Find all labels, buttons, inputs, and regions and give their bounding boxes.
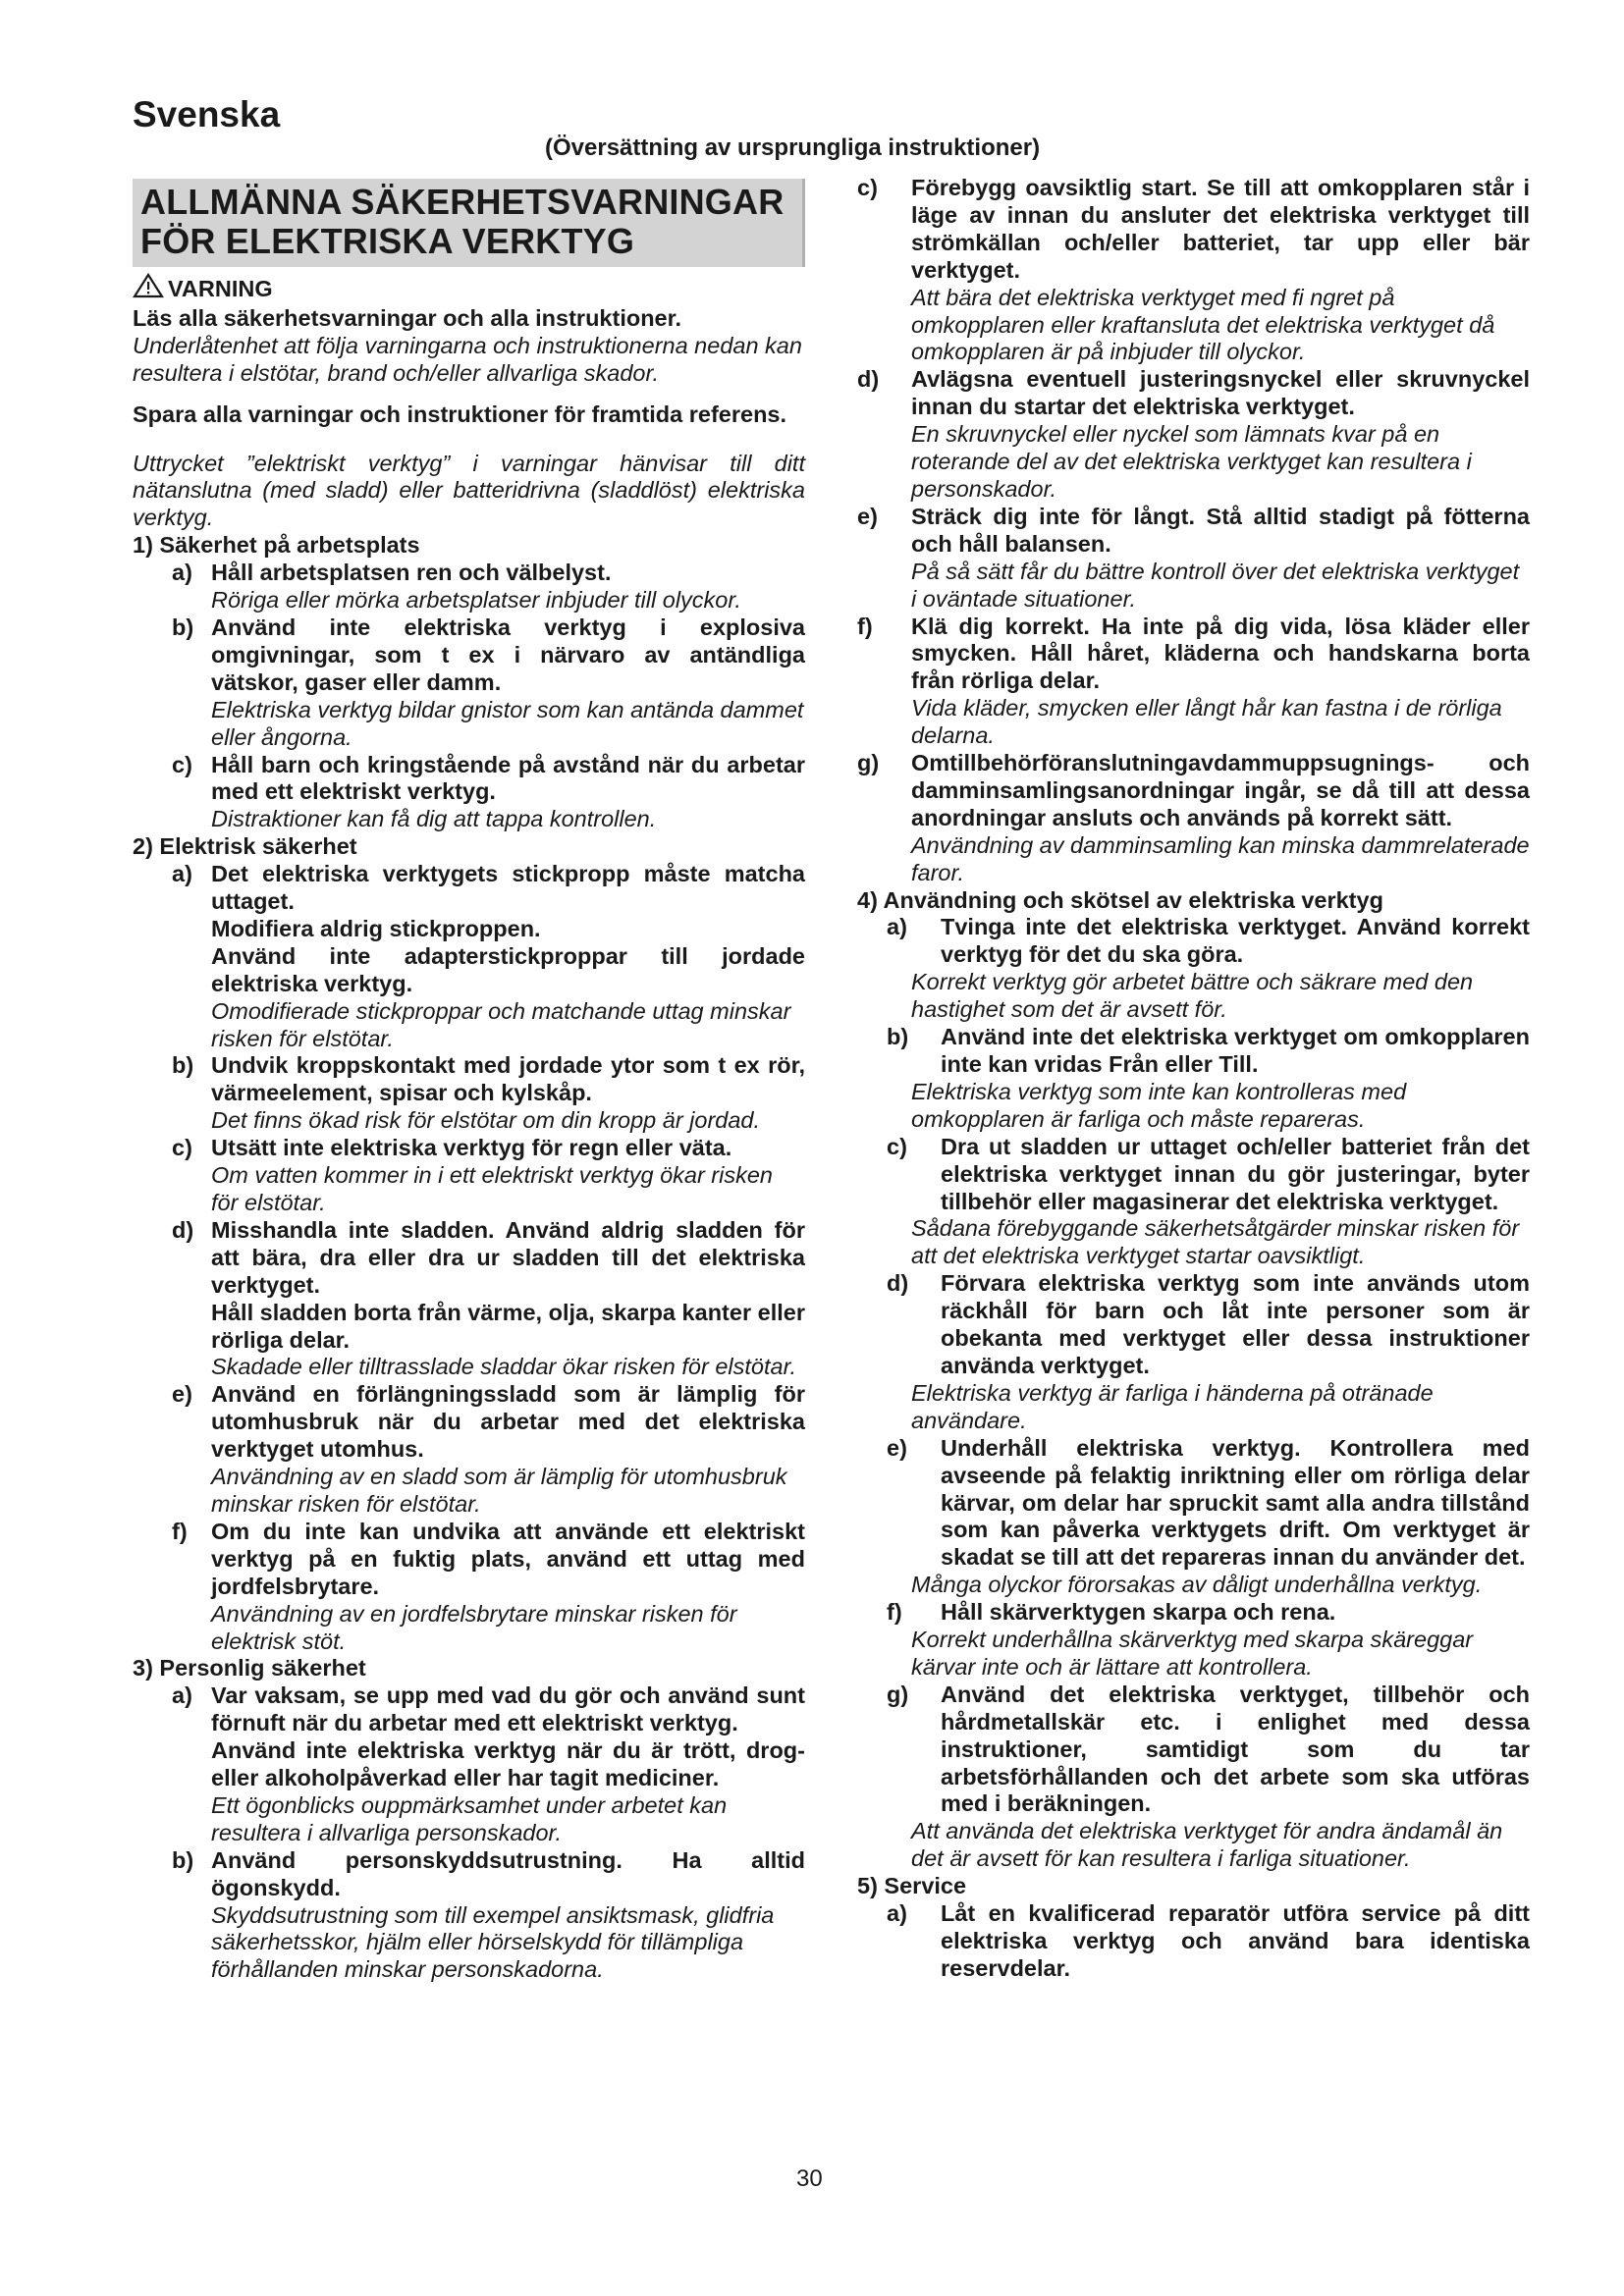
list-item: e) Underhåll elektriska verktyg. Kontrollera med avseende på felaktig inriktning eller om rörliga delar kärvar, om delar har spruckit samt alla andra tillstånd som kan påverka verktygets drift. Om verktyget är skadat se till att det repareras innan du använder det. (887, 1434, 1530, 1571)
list-item-note: Elektriska verktyg är farliga i händerna på otränade användare. (911, 1379, 1434, 1433)
list-item: b) Använd inte det elektriska verktyget om omkopplaren inte kan vridas Från eller Till. (887, 1024, 1530, 1077)
list-item-note: Omodifierade stickproppar och matchande uttag minskar risken för elstötar. (211, 997, 791, 1051)
warning-read-all: Läs alla säkerhetsvarningar och alla instruktioner. (133, 304, 682, 331)
list-item: b) Använd personskyddsutrustning. Ha alltid ögonskydd. (172, 1846, 805, 1900)
list-item-note: Distraktioner kan få dig att tappa kontrollen. (211, 806, 657, 832)
list-item-note: Skadade eller tilltrasslade sladdar ökar risken för elstötar. (211, 1354, 797, 1380)
list-item-note: Elektriska verktyg som inte kan kontrolleras med omkopplaren är farliga och måste repareras. (911, 1078, 1407, 1132)
list-item: f) Om du inte kan undvika att använde ett elektriskt verktyg på en fuktig plats, använd ett uttag med jordfelsbrytare. (172, 1518, 805, 1599)
list-item: f) Klä dig korrekt. Ha inte på dig vida, lösa kläder eller smycken. Håll håret, kläderna och handskarna borta från rörliga delar. (857, 613, 1530, 694)
list-item-note: Elektriska verktyg bildar gnistor som kan antända dammet eller ångorna. (211, 696, 804, 750)
list-item-text: Håll sladden borta från värme, olja, skarpa kanter eller rörliga delar. (211, 1299, 805, 1353)
list-item-note: Vida kläder, smycken eller långt hår kan fastna i de rörliga delarna. (911, 695, 1502, 749)
list-item-note: Korrekt underhållna skärverktyg med skarpa skäreggar kärvar inte och är lättare att kontrollera. (911, 1627, 1474, 1680)
list-item: a) Var vaksam, se upp med vad du gör och använd sunt förnuft när du arbetar med ett elektriskt verktyg. (172, 1682, 805, 1736)
list-item-note: Att använda det elektriska verktyget för andra ändamål än det är avsett för kan resultera i farliga situationer. (911, 1818, 1503, 1872)
translation-note: (Översättning av ursprungliga instruktioner) (545, 134, 1041, 161)
warning-keep: Spara alla varningar och instruktioner för framtida referens. (133, 400, 787, 427)
section-1-title: 1) Säkerhet på arbetsplats (133, 532, 420, 559)
list-item-note: Sådana förebyggande säkerhetsåtgärder minskar risken för att det elektriska verktyget startar oavsiktligt. (911, 1215, 1520, 1269)
left-column (133, 179, 805, 1984)
list-item-note: Många olyckor förorsakas av dåligt underhållna verktyg. (911, 1572, 1483, 1598)
list-item: d) Avlägsna eventuell justeringsnyckel eller skruvnyckel innan du startar det elektriska verktyget. (857, 366, 1530, 420)
list-item: c) Håll barn och kringstående på avstånd när du arbetar med ett elektriskt verktyg. (172, 751, 805, 805)
list-item: g) Omtillbehörföranslutningavdammuppsugnings- och damminsamlingsanordningar ingår, se då till att dessa anordningar ansluts och används på korrekt sätt. (857, 750, 1530, 830)
list-item-note: Att bära det elektriska verktyget med fi ngret på omkopplaren eller kraftansluta det elektriska verktyget då omkopplaren är på inbjuder till olyckor. (911, 284, 1495, 365)
section-2-title: 2) Elektrisk säkerhet (133, 833, 357, 860)
list-item-note: Användning av en sladd som är lämplig för utomhusbruk minskar risken för elstötar. (211, 1464, 787, 1517)
banner-line-2: FÖR ELEKTRISKA VERKTYG (140, 221, 635, 261)
list-item-note: Det finns ökad risk för elstötar om din kropp är jordad. (211, 1107, 761, 1134)
list-item-note: På så sätt får du bättre kontroll över det elektriska verktyget i oväntade situationer. (911, 558, 1520, 612)
list-item: a) Håll arbetsplatsen ren och välbelyst. (172, 560, 612, 586)
warning-triangle-icon (133, 273, 164, 305)
list-item: d) Förvara elektriska verktyg som inte används utom räckhåll för barn och låt inte personer som är obekanta med verktyget eller dessa instruktioner använda verktyget. (887, 1270, 1530, 1378)
list-item: e) Sträck dig inte för långt. Stå alltid stadigt på fötterna och håll balansen. (857, 503, 1530, 557)
list-item: a) Det elektriska verktygets stickpropp måste matcha uttaget. (172, 861, 805, 915)
right-column (857, 175, 1530, 1983)
list-item: a) Låt en kvalificerad reparatör utföra service på ditt elektriska verktyg och använd bara identiska reservdelar. (887, 1900, 1530, 1981)
warning-heading (133, 273, 805, 305)
banner-line-1: ALLMÄNNA SÄKERHETSVARNINGAR (140, 182, 785, 222)
list-item: g) Använd det elektriska verktyget, tillbehör och hårdmetallskär etc. i enlighet med dessa instruktioner, samtidigt som du tar arbetsförhållanden och det arbete som ska utföras med i beräkningen. (887, 1681, 1530, 1817)
list-item: b) Undvik kroppskontakt med jordade ytor som t ex rör, värmeelement, spisar och kylskåp. (172, 1052, 805, 1106)
list-item-note: Skyddsutrustning som till exempel ansiktsmask, glidfria säkerhetsskor, hjälm eller hörselskydd för tillämpliga förhållanden minskar personskadorna. (211, 1901, 775, 1983)
list-item-note: Röriga eller mörka arbetsplatser inbjuder till olyckor. (211, 587, 741, 614)
section-4-title: 4) Användning och skötsel av elektriska verktyg (857, 886, 1383, 913)
list-item-text: Modifiera aldrig stickproppen. (211, 915, 541, 941)
list-item-text: Använd inte adapterstickproppar till jordade elektriska verktyg. (211, 942, 805, 996)
safety-banner (133, 179, 805, 267)
list-item-note: Om vatten kommer in i ett elektriskt verktyg ökar risken för elstötar. (211, 1162, 773, 1215)
list-item: c) Dra ut sladden ur uttaget och/eller batteriet från det elektriska verktyget innan du gör justeringar, byter tillbehör eller magasinerar det elektriska verktyget. (887, 1133, 1530, 1214)
list-item-text: Använd inte elektriska verktyg när du är trött, drog- eller alkoholpåverkad eller har tagit mediciner. (211, 1737, 805, 1791)
list-item-note: Användning av en jordfelsbrytare minskar risken för elektrisk stöt. (211, 1600, 737, 1654)
language-heading: Svenska (133, 94, 281, 134)
list-item-note: Användning av damminsamling kan minska dammrelaterade faror. (911, 831, 1530, 885)
list-item-note: Ett ögonblicks ouppmärksamhet under arbetet kan resultera i allvarliga personskador. (211, 1791, 728, 1845)
list-item: b) Använd inte elektriska verktyg i explosiva omgivningar, som t ex i närvaro av antändliga vätskor, gaser eller damm. (172, 614, 805, 695)
section-5-title: 5) Service (857, 1873, 967, 1899)
list-item: e) Använd en förlängningssladd som är lämplig för utomhusbruk när du arbetar med det elektriska verktyget utomhus. (172, 1381, 805, 1463)
list-item-note: Korrekt verktyg gör arbetet bättre och säkrare med den hastighet som det är avsett för. (911, 969, 1474, 1023)
list-item: f) Håll skärverktygen skarpa och rena. (887, 1599, 1336, 1626)
list-item: c) Förebygg oavsiktlig start. Se till att omkopplaren står i läge av innan du ansluter det elektriska verktyget till strömkällan och/eller batteriet, tar upp eller bär verktyget. (857, 175, 1530, 283)
warning-definition: Uttrycket ”elektriskt verktyg” i varningar hänvisar till ditt nätanslutna (med sladd) eller batteridrivna (sladdlöst) elektriska verktyg. (133, 450, 805, 531)
page-number: 30 (796, 2165, 823, 2192)
list-item: d) Misshandla inte sladden. Använd aldrig sladden för att bära, dra eller dra ur sladden till det elektriska verktyget. (172, 1216, 805, 1298)
section-3-title: 3) Personlig säkerhet (133, 1655, 366, 1682)
list-item-note: En skruvnyckel eller nyckel som lämnats kvar på en roterande del av det elektriska verktyget kan resultera i personskador. (911, 421, 1472, 502)
list-item: a) Tvinga inte det elektriska verktyget. Använd korrekt verktyg för det du ska göra. (887, 914, 1530, 968)
list-item: c) Utsätt inte elektriska verktyg för regn eller väta. (172, 1135, 732, 1161)
warning-consequence: Underlåtenhet att följa varningarna och instruktionerna nedan kan resultera i elstötar, brand och/eller allvarliga skador. (133, 332, 802, 386)
warning-label: VARNING (168, 275, 273, 301)
